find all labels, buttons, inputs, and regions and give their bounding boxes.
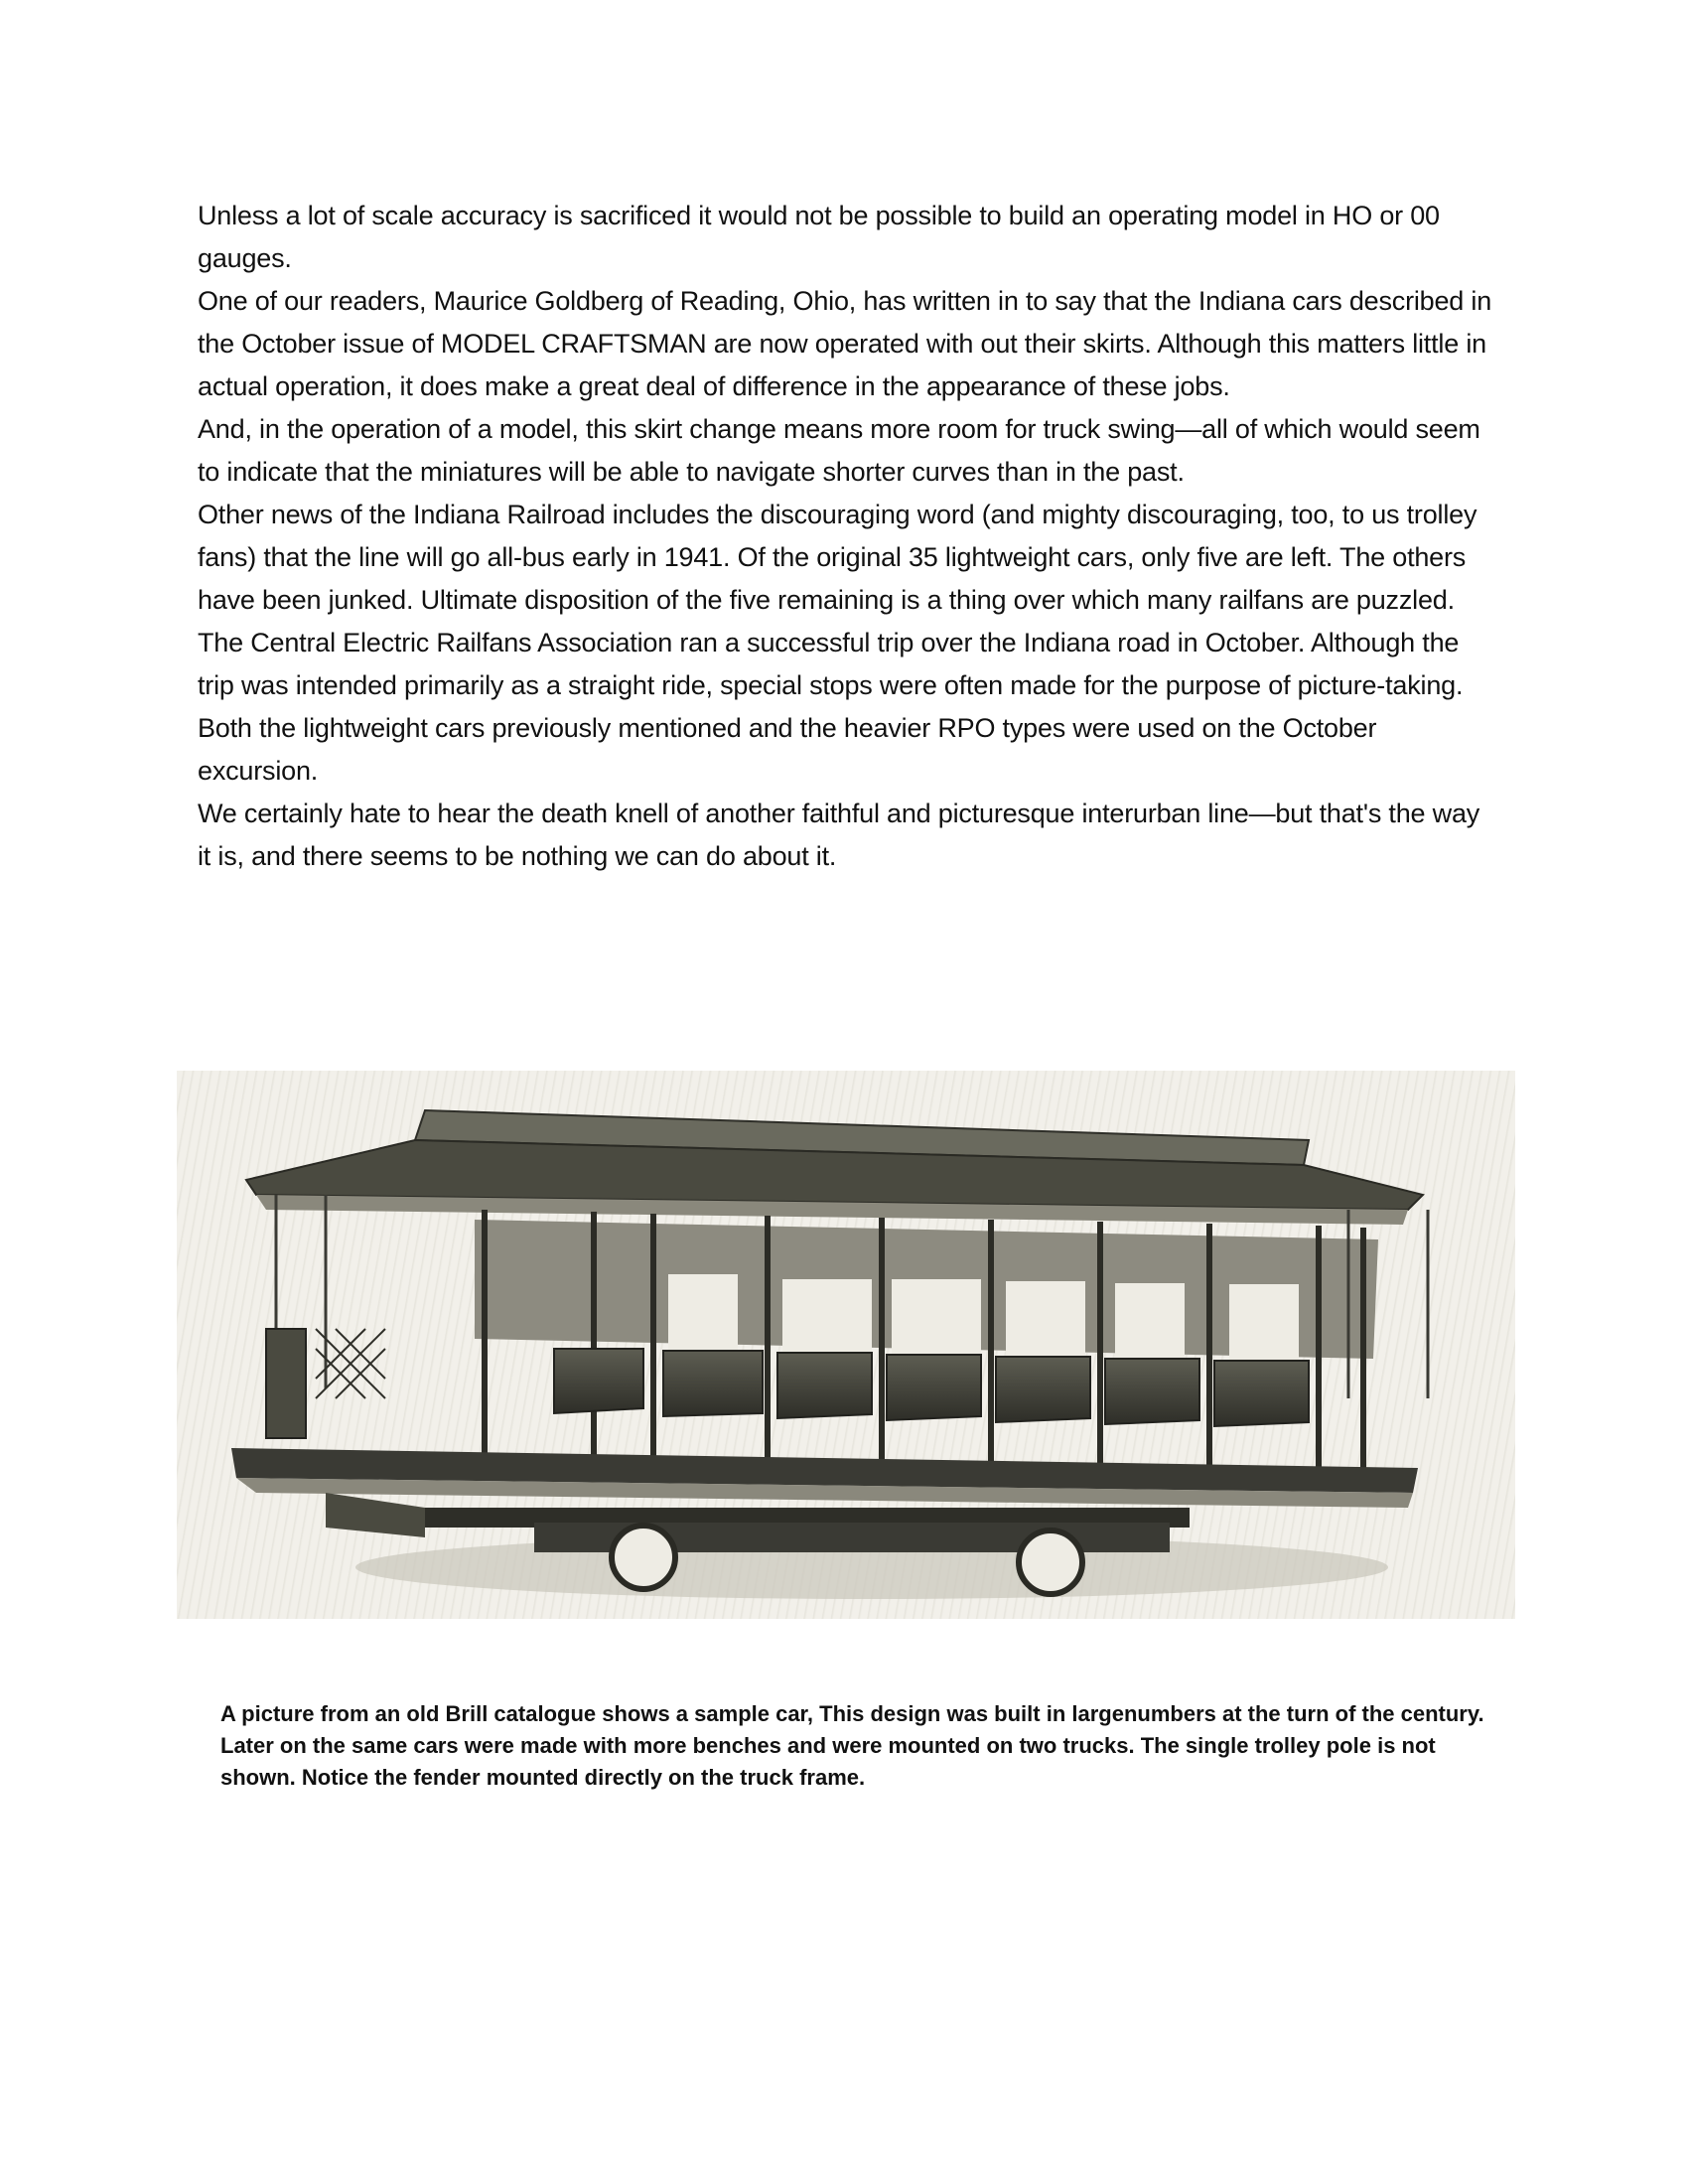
paragraph: Other news of the Indiana Railroad includes the discouraging word (and mighty discouraging, too, to us trolley fans) that the line will go all-bus early in 1941. Of the original 35 lightweight cars, only five are left. The others have been junked. Ultimate disposition of the five remaining is a thing over which many railfans are puzzled. — [198, 500, 1477, 615]
article-body — [198, 195, 1498, 878]
paragraph: The Central Electric Railfans Association ran a successful trip over the Indiana road in October. Although the trip was intended primarily as a straight ride, special stops were often made for the purpose of picture-taking. Both the lightweight cars previously mentioned and the heavier RPO types were used on the October excursion. — [198, 628, 1464, 786]
paragraph: And, in the operation of a model, this skirt change means more room for truck swing—all of which would seem to indicate that the miniatures will be able to navigate shorter curves than in the past. — [198, 414, 1480, 487]
open-trolley-car-illustration — [177, 1071, 1515, 1619]
paragraph: We certainly hate to hear the death knell of another faithful and picturesque interurban line—but that's the way it is, and there seems to be nothing we can do about it. — [198, 799, 1480, 871]
trolley-car-photo — [177, 1071, 1515, 1619]
paragraph: Unless a lot of scale accuracy is sacrificed it would not be possible to build an operating model in HO or 00 gauges. — [198, 201, 1440, 273]
paragraph: One of our readers, Maurice Goldberg of Reading, Ohio, has written in to say that the Indiana cars described in the October issue of MODEL CRAFTSMAN are now operated with out their skirts. Although this matters little in actual operation, it does make a great deal of difference in the appearance of these jobs. — [198, 286, 1492, 401]
photo-caption: A picture from an old Brill catalogue shows a sample car, This design was built in largenumbers at the turn of the century. Later on the same cars were made with more benches and were mounted on two trucks. The single trolley pole is not shown. Notice the fender mounted directly on the truck frame. — [220, 1701, 1484, 1790]
